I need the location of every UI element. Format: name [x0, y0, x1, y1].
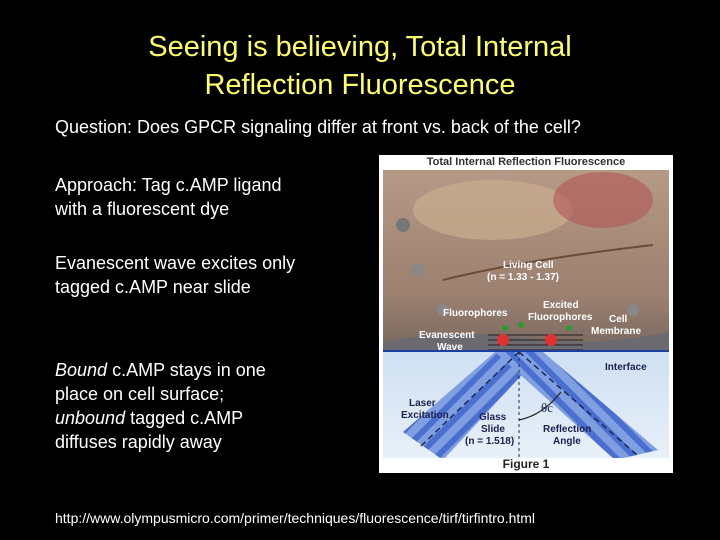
fluorophore [566, 325, 572, 331]
approach-text [55, 173, 355, 221]
figure-caption: Figure 1 [502, 457, 550, 471]
label-wave: Wave [437, 342, 463, 353]
slide-title-line2: Reflection Fluorescence [204, 69, 516, 101]
label-angle: Angle [553, 436, 581, 447]
question-text: Question: Does GPCR signaling differ at front vs. back of the cell? [55, 117, 581, 137]
bound-unbound-text [55, 358, 355, 454]
label-membrane: Membrane [591, 326, 642, 337]
label-living-cell: Living Cell [503, 260, 554, 271]
evanescent-line1: Evanescent wave excites only [55, 253, 296, 273]
label-cell: Cell [609, 314, 628, 325]
fluorophore [502, 325, 508, 331]
cell-vesicle [627, 304, 639, 316]
label-excited: Excited [543, 300, 579, 311]
label-reflection: Reflection [543, 424, 592, 435]
label-glass-n: (n = 1.518) [465, 436, 515, 447]
unbound-line2: diffuses rapidly away [55, 432, 222, 452]
label-excitation: Excitation [401, 410, 449, 421]
excited-fluorophore [545, 334, 557, 346]
label-glass: Glass [479, 412, 507, 423]
label-evanescent: Evanescent [419, 330, 475, 341]
approach-line1: Approach: Tag c.AMP ligand [55, 175, 282, 195]
slide-title [0, 28, 720, 104]
bound-word: Bound [55, 360, 108, 380]
bound-line2: place on cell surface; [55, 384, 225, 404]
label-excited-fluorophores: Fluorophores [528, 312, 593, 323]
slide-title-line1: Seeing is believing, Total Internal [148, 31, 572, 63]
unbound-word: unbound [55, 408, 126, 428]
label-interface: Interface [605, 362, 647, 373]
label-fluorophores: Fluorophores [443, 308, 508, 319]
source-url: http://www.olympusmicro.com/primer/techniques/fluorescence/tirf/tirfintro.html [55, 510, 536, 526]
cell-vesicle [396, 218, 410, 232]
label-theta: θc [541, 400, 553, 415]
approach-line2: with a fluorescent dye [55, 199, 230, 219]
figure-title: Total Internal Reflection Fluorescence [426, 156, 626, 168]
cell-organelle-red [553, 172, 653, 228]
label-laser: Laser [409, 398, 436, 409]
evanescent-line2: tagged c.AMP near slide [55, 277, 251, 297]
fluorophore [518, 322, 524, 328]
label-slide: Slide [481, 424, 505, 435]
excited-fluorophore [497, 334, 509, 346]
unbound-rest: tagged c.AMP [125, 408, 244, 428]
tirf-diagram [383, 170, 669, 458]
tirf-figure [379, 155, 673, 473]
bound-rest: c.AMP stays in one [107, 360, 266, 380]
evanescent-text [55, 251, 355, 299]
cell-vesicle [412, 264, 424, 276]
label-living-cell-n: (n = 1.33 - 1.37) [487, 272, 559, 283]
cell-organelle [413, 180, 573, 240]
